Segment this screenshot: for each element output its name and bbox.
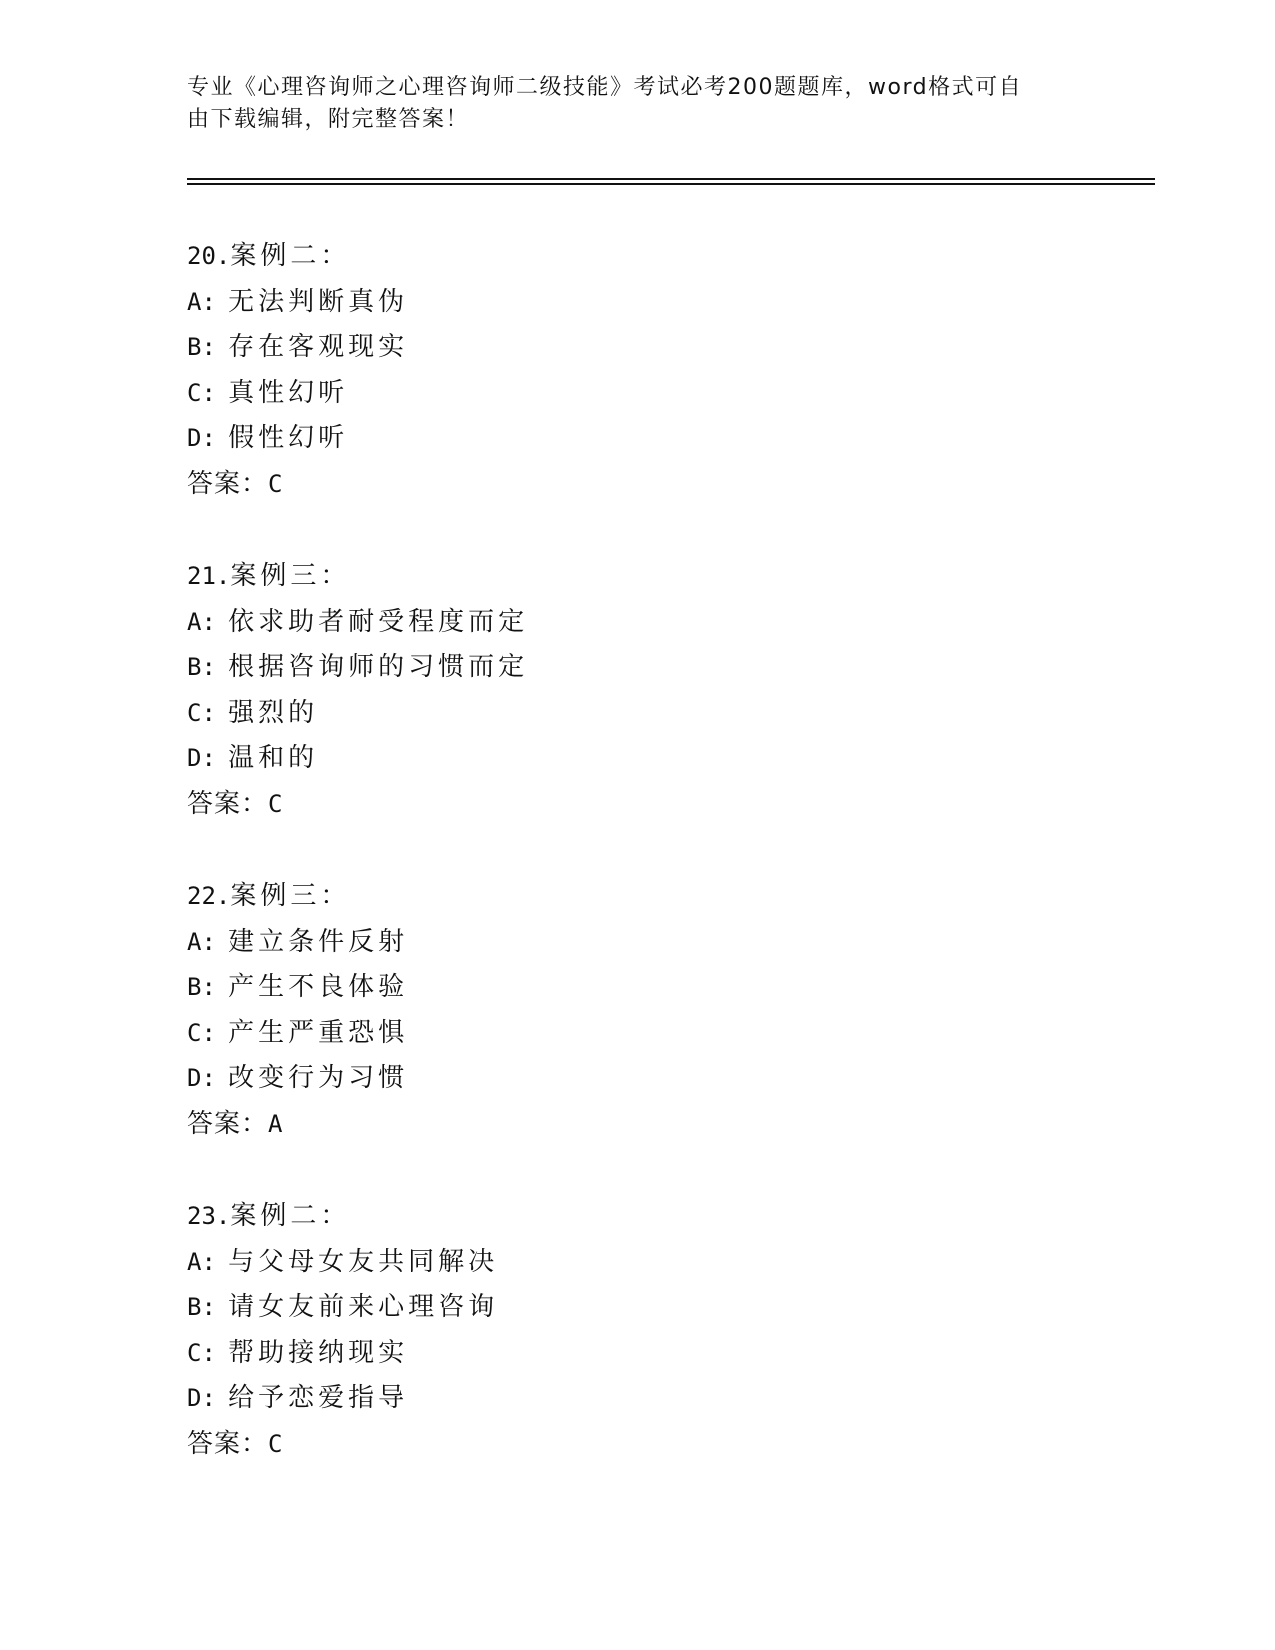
option-c (187, 1331, 1087, 1377)
answer-label: 答案： (187, 788, 269, 819)
option-text: 假性幻听 (228, 423, 349, 453)
option-b (187, 1285, 1087, 1331)
header-line-1: 专业《心理咨询师之心理咨询师二级技能》考试必考200题题库，word格式可自 (187, 75, 1023, 100)
question-stem (187, 874, 1087, 920)
option-d (187, 1376, 1087, 1422)
header-divider-top (187, 178, 1155, 180)
option-label: D: (187, 424, 216, 452)
option-label: C: (187, 698, 216, 727)
option-text: 请女友前来心理咨询 (228, 1292, 499, 1322)
answer-value: A (268, 1109, 284, 1138)
question-number: 22. (187, 882, 231, 910)
option-label: D: (187, 1384, 216, 1412)
option-b (187, 325, 1087, 371)
option-label: C: (187, 1338, 216, 1367)
option-d (187, 1056, 1087, 1102)
option-text: 产生不良体验 (228, 972, 409, 1002)
option-label: B: (187, 1293, 216, 1321)
document-header (187, 72, 1087, 136)
option-label: A: (187, 927, 216, 956)
option-a (187, 1240, 1087, 1286)
option-label: D: (187, 1064, 216, 1092)
option-c (187, 1011, 1087, 1057)
answer-value: C (268, 1429, 284, 1458)
question-block (187, 234, 1087, 507)
question-stem (187, 554, 1087, 600)
question-block (187, 1194, 1087, 1467)
header-line-2: 由下载编辑，附完整答案！ (187, 107, 470, 132)
option-text: 强烈的 (228, 697, 319, 728)
question-block (187, 874, 1087, 1147)
question-stem (187, 234, 1087, 280)
question-block (187, 554, 1087, 827)
option-label: A: (187, 607, 216, 636)
answer-label: 答案： (187, 1428, 269, 1459)
question-stem (187, 1194, 1087, 1240)
option-text: 无法判断真伪 (228, 286, 409, 317)
answer-line (187, 1422, 1087, 1468)
option-a (187, 920, 1087, 966)
option-c (187, 691, 1087, 737)
option-label: A: (187, 287, 216, 316)
option-text: 根据咨询师的习惯而定 (228, 652, 529, 682)
option-c (187, 371, 1087, 417)
answer-label: 答案： (187, 468, 269, 499)
option-text: 依求助者耐受程度而定 (228, 606, 529, 637)
option-b (187, 645, 1087, 691)
answer-line (187, 462, 1087, 508)
option-text: 给予恋爱指导 (228, 1383, 409, 1413)
option-label: A: (187, 1247, 216, 1276)
option-text: 帮助接纳现实 (228, 1337, 409, 1368)
option-label: C: (187, 1018, 216, 1047)
question-number: 20. (187, 242, 231, 270)
option-label: B: (187, 973, 216, 1001)
option-label: C: (187, 378, 216, 407)
question-number: 23. (187, 1202, 231, 1230)
option-d (187, 416, 1087, 462)
option-label: D: (187, 744, 216, 772)
option-text: 温和的 (228, 743, 319, 773)
option-text: 产生严重恐惧 (228, 1017, 409, 1048)
header-divider-bottom (187, 183, 1155, 185)
answer-label: 答案： (187, 1108, 269, 1139)
answer-line (187, 1102, 1087, 1148)
option-label: B: (187, 333, 216, 361)
question-number: 21. (187, 562, 231, 590)
answer-line (187, 782, 1087, 828)
option-d (187, 736, 1087, 782)
answer-value: C (268, 469, 284, 498)
option-text: 改变行为习惯 (228, 1063, 409, 1093)
option-text: 真性幻听 (228, 377, 349, 408)
option-b (187, 965, 1087, 1011)
option-a (187, 600, 1087, 646)
option-text: 与父母女友共同解决 (228, 1246, 499, 1277)
option-text: 建立条件反射 (228, 926, 409, 957)
question-text: 案例三： (230, 561, 351, 591)
option-text: 存在客观现实 (228, 332, 409, 362)
answer-value: C (268, 789, 284, 818)
question-text: 案例二： (230, 1201, 351, 1231)
question-text: 案例三： (230, 881, 351, 911)
option-label: B: (187, 653, 216, 681)
question-text: 案例二： (230, 241, 351, 271)
option-a (187, 280, 1087, 326)
